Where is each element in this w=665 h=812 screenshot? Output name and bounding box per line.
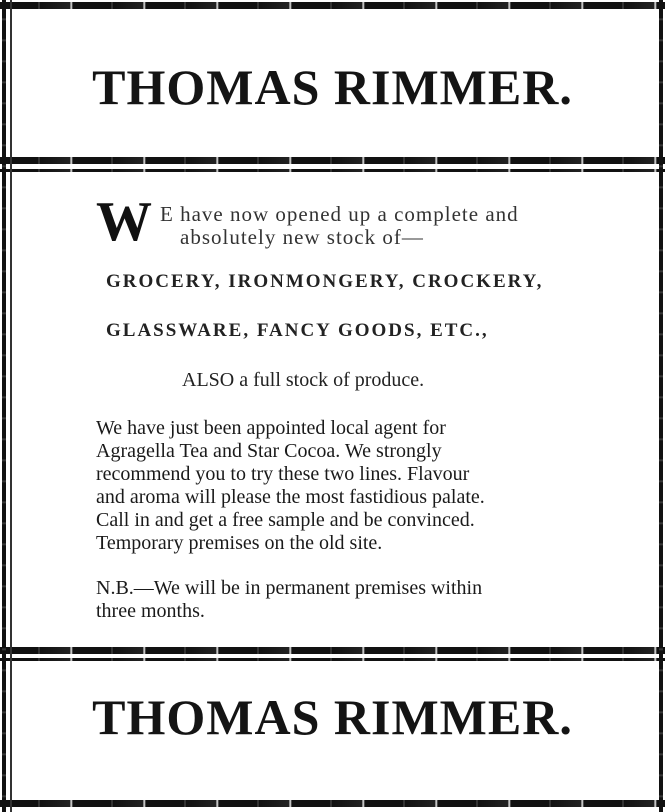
produce-line: ALSO a full stock of produce. [182, 369, 425, 391]
agent-paragraph-line: Temporary premises on the old site. [96, 532, 383, 554]
banner-title-bottom: THOMAS RIMMER. [92, 689, 573, 745]
agent-paragraph-line: recommend you to try these two lines. Flavour [96, 463, 470, 485]
intro-line-2: absolutely new stock of— [180, 225, 424, 249]
nb-note [96, 577, 586, 623]
lower-divider-rule [0, 647, 665, 654]
lower-divider-thin-rule [0, 658, 665, 661]
bottom-border-rule [0, 800, 665, 807]
goods-line-1: GROCERY, IRONMONGERY, CROCKERY, [106, 271, 544, 292]
agent-paragraph-line: Call in and get a free sample and be convinced. [96, 509, 475, 531]
upper-divider-thin-rule [0, 169, 665, 172]
drop-cap: W [96, 191, 152, 253]
agent-paragraph-line: Agragella Tea and Star Cocoa. We strongly [96, 440, 442, 462]
nb-note-line: three months. [96, 600, 205, 622]
banner-title-top: THOMAS RIMMER. [92, 59, 573, 115]
goods-line-2: GLASSWARE, FANCY GOODS, ETC., [106, 320, 489, 341]
agent-paragraph-line: We have just been appointed local agent for [96, 417, 446, 439]
intro-block [96, 191, 586, 258]
nb-note-line: N.B.—We will be in permanent premises within [96, 577, 483, 599]
top-border-rule [0, 2, 665, 9]
upper-divider-rule [0, 157, 665, 164]
agent-paragraph-line: and aroma will please the most fastidious palate. [96, 486, 485, 508]
intro-line-1: E have now opened up a complete and [160, 202, 519, 226]
agent-paragraph [96, 417, 586, 555]
